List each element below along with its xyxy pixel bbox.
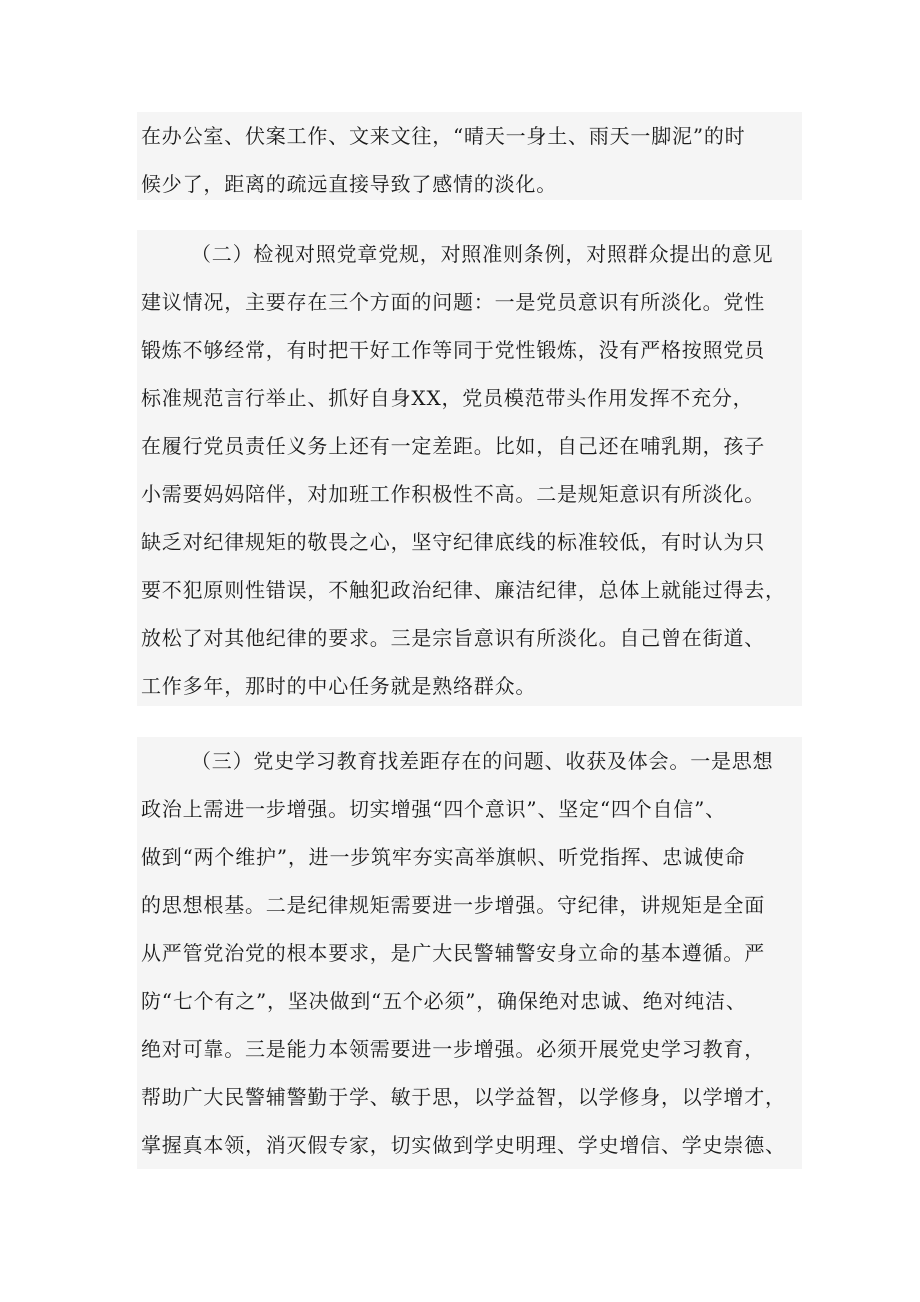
section-heading-line: （二）检视对照党章党规，对照准则条例，对照群众提出的意见 — [191, 242, 774, 266]
text-line: 标准规范言行举止、抓好自身XX，党员模范带头作用发挥不充分， — [141, 386, 754, 410]
text-line: 绝对可靠。三是能力本领需要进一步增强。必须开展党史学习教育， — [141, 1037, 765, 1061]
text-line: 帮助广大民警辅警勤于学、敏于思，以学益智，以学修身，以学增才， — [141, 1085, 786, 1109]
text-line: 小需要妈妈陪伴，对加班工作积极性不高。二是规矩意识有所淡化。 — [141, 482, 765, 506]
text-line: 掌握真本领，消灭假专家，切实做到学史明理、学史增信、学史崇德、 — [141, 1133, 786, 1157]
text-line: 做到“两个维护”，进一步筑牢夯实高举旗帜、听党指挥、忠诚使命 — [141, 845, 746, 869]
text-line: 锻炼不够经常，有时把干好工作等同于党性锻炼，没有严格按照党员 — [141, 338, 765, 362]
text-line: 政治上需进一步增强。切实增强“四个意识”、坚定“四个自信”、 — [141, 797, 726, 821]
text-line: 候少了，距离的疏远直接导致了感情的淡化。 — [141, 172, 557, 196]
text-line: 工作多年，那时的中心任务就是熟络群众。 — [141, 674, 537, 698]
text-line: 放松了对其他纪律的要求。三是宗旨意识有所淡化。自己曾在街道、 — [141, 626, 765, 650]
text-line: 在办公室、伏案工作、文来文往，“晴天一身土、雨天一脚泥”的时 — [141, 124, 746, 148]
text-line: 的思想根基。二是纪律规矩需要进一步增强。守纪律，讲规矩是全面 — [141, 893, 765, 917]
text-line: 防“七个有之”，坚决做到“五个必须”，确保绝对忠诚、绝对纯洁、 — [141, 989, 747, 1013]
text-line: 从严管党治党的根本要求，是广大民警辅警安身立命的基本遵循。严 — [141, 941, 765, 965]
text-line: 要不犯原则性错误，不触犯政治纪律、廉洁纪律，总体上就能过得去， — [141, 578, 786, 602]
text-line: 建议情况，主要存在三个方面的问题：一是党员意识有所淡化。党性 — [141, 290, 765, 314]
text-line: 在履行党员责任义务上还有一定差距。比如，自己还在哺乳期，孩子 — [141, 434, 765, 458]
text-line: 缺乏对纪律规矩的敬畏之心，坚守纪律底线的标准较低，有时认为只 — [141, 530, 765, 554]
section-heading-line: （三）党史学习教育找差距存在的问题、收获及体会。一是思想 — [191, 749, 774, 773]
